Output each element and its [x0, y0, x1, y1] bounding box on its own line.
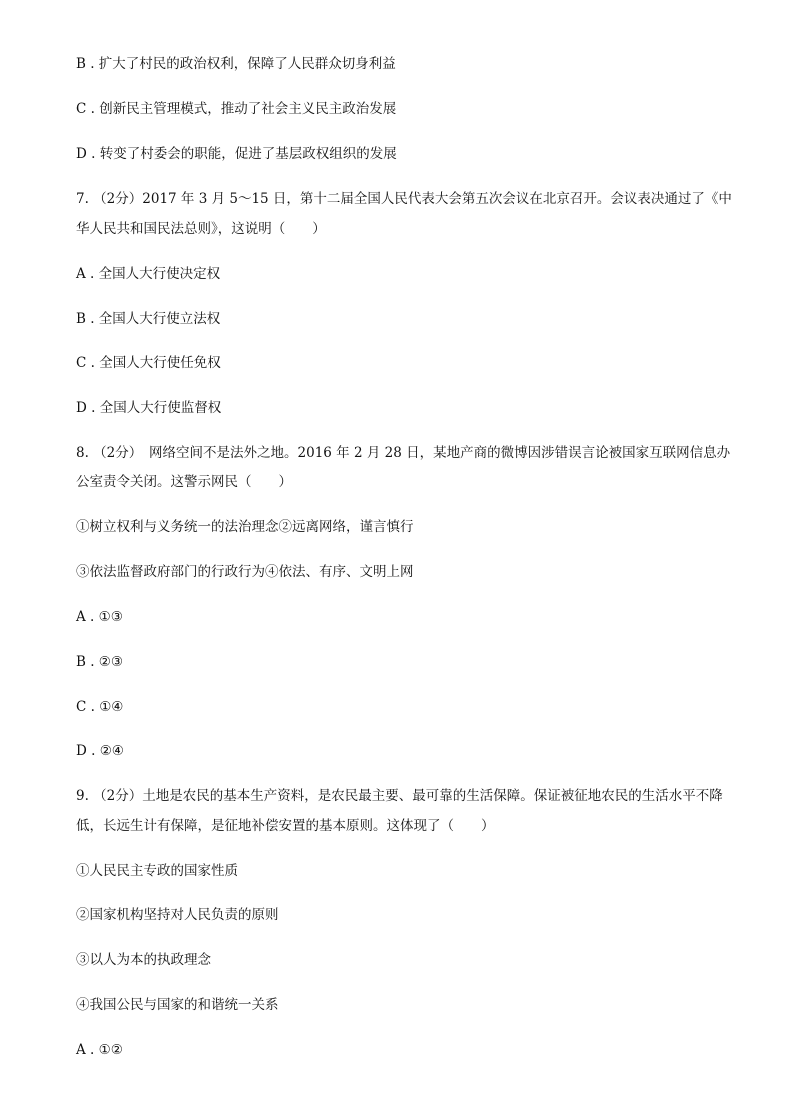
q9-statement-1: ①人民民主专政的国家性质: [76, 863, 238, 879]
q8-option-a[interactable]: A . ①③: [76, 609, 123, 625]
q8-statements-line1: ①树立权利与义务统一的法治理念②远离网络，谨言慎行: [76, 519, 414, 535]
q7-option-c[interactable]: C . 全国人大行使任免权: [76, 355, 221, 371]
q6-option-b[interactable]: B . 扩大了村民的政治权利，保障了人民群众切身利益: [76, 56, 396, 72]
q9-statement-3: ③以人为本的执政理念: [76, 952, 211, 968]
q9-statement-4: ④我国公民与国家的和谐统一关系: [76, 997, 279, 1013]
q7-stem-line1: 7. （2分）2017 年 3 月 5～15 日，第十二届全国人民代表大会第五次会议在北京召开。会议表决通过了《中: [76, 191, 732, 207]
q9-statement-2: ②国家机构坚持对人民负责的原则: [76, 907, 279, 923]
q8-statements-line2: ③依法监督政府部门的行政行为④依法、有序、文明上网: [76, 564, 414, 580]
q9-stem-line1: 9. （2分）土地是农民的基本生产资料，是农民最主要、最可靠的生活保障。保证被征地农民的生活水平不降: [76, 788, 723, 804]
q7-stem-line2: 华人民共和国民法总则》，这说明（ ）: [76, 221, 326, 237]
q9-option-a[interactable]: A . ①②: [76, 1042, 123, 1058]
q7-option-d[interactable]: D . 全国人大行使监督权: [76, 400, 222, 416]
q8-stem-line2: 公室责令关闭。这警示网民（ ）: [76, 474, 292, 490]
q8-option-d[interactable]: D . ②④: [76, 743, 124, 759]
q7-option-b[interactable]: B . 全国人大行使立法权: [76, 311, 221, 327]
q8-stem-line1: 8. （2分） 网络空间不是法外之地。2016 年 2 月 28 日，某地产商的微博因涉错误言论被国家互联网信息办: [76, 445, 731, 461]
q8-option-b[interactable]: B . ②③: [76, 654, 123, 670]
q8-option-c[interactable]: C . ①④: [76, 699, 124, 715]
q7-option-a[interactable]: A . 全国人大行使决定权: [76, 266, 221, 282]
q6-option-c[interactable]: C . 创新民主管理模式，推动了社会主义民主政治发展: [76, 101, 397, 117]
q9-stem-line2: 低，长远生计有保障，是征地补偿安置的基本原则。这体现了（ ）: [76, 818, 495, 834]
q6-option-d[interactable]: D . 转变了村委会的职能，促进了基层政权组织的发展: [76, 146, 397, 162]
